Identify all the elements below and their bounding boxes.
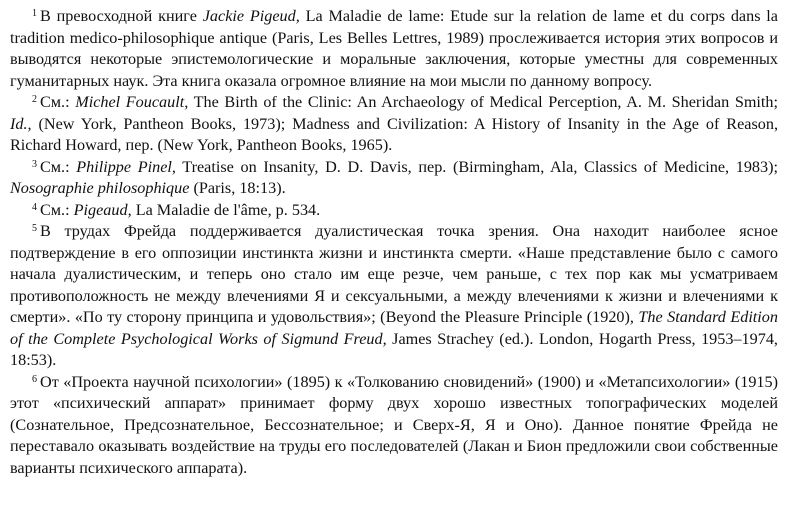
- footnote-number: 1: [32, 8, 37, 19]
- footnote-text: The Birth of the Clinic: An Archaeology of Medical Perception, A. M. Sheridan Smith;: [188, 93, 778, 111]
- footnote-text: См.:: [40, 200, 74, 219]
- footnote-2: [10, 92, 778, 157]
- footnote-text: В трудах Фрейда поддерживается дуалистическая точка зрения. Она находит наиболее ясное подтверждение в его оппозиции инстинкта жизни и инстинкта смерти. «Наше представление было с самого начала дуалистическим, и теперь оно стало им еще резче, чем раньше, с тех пор как мы усматриваем противоположность не между влечениями Я и сексуальными, а между влечениями к жизни и влечениями к смерти». «По ту сторону принципа и удовольствия»; (Beyond the Pleasure Principle (1920),: [10, 222, 778, 326]
- footnote-text: La Maladie de lame: Etude sur la relation de lame et du corps dans la tradition medico-philosophique antique (Paris, Les Belles Lettres, 1989) прослеживается история этих вопросов и выводятся некоторые эпистемологические и моральные заключения, которые уместны для современных гуманитарных наук. Эта книга оказала огромное влияние на мои мысли по данному вопросу.: [10, 7, 778, 90]
- footnote-1: [10, 6, 778, 92]
- footnote-text: James Strachey (ed.). London, Hogarth Press, 1953–1974, 18:53).: [10, 329, 778, 369]
- footnote-number: 2: [32, 94, 37, 105]
- footnote-text: La Maladie de l'âme, p. 534.: [131, 200, 321, 219]
- footnote-italic-text: Michel Foucault,: [75, 93, 189, 111]
- footnote-3: [10, 157, 778, 200]
- footnote-number: 5: [32, 223, 37, 234]
- footnote-italic-text: Jackie Pigeud,: [202, 7, 300, 25]
- footnote-italic-text: Pigeaud,: [73, 200, 132, 219]
- footnote-text: Treatise on Insanity, D. D. Davis, пер. (Birmingham, Ala, Classics of Medicine, 1983);: [175, 157, 778, 176]
- footnote-italic-text: The Standard Edition of the Complete Psychological Works of Sigmund Freud,: [10, 308, 778, 348]
- footnote-6: [10, 372, 778, 480]
- footnote-italic-text: Philippe Pinel,: [76, 157, 176, 176]
- footnote-italic-text: Nosographie philosophique: [10, 179, 190, 197]
- footnote-text: В превосходной книге: [40, 7, 203, 25]
- footnote-number: 3: [32, 158, 37, 170]
- footnote-text: (New York, Pantheon Books, 1973); Madness and Civilization: A History of Insanity in the Age of Reason, Richard Howard, пер. (New York, Pantheon Books, 1965).: [10, 114, 778, 154]
- footnote-text: От «Проекта научной психологии» (1895) к «Толкованию сновидений» (1900) и «Метапсихологии» (1915) этот «психический аппарат» принимает форму двух хорошо известных топографических моделей (Сознательное, Предсознательное, Бессознательное; и Сверх-Я, Я и Оно). Данное понятие Фрейда не переставало оказывать воздействие на труды его последователей (Лакан и Бион предложили свои собственные варианты психического аппарата).: [10, 372, 778, 477]
- footnote-italic-text: Id.,: [10, 114, 32, 133]
- footnote-text: См.:: [40, 93, 76, 111]
- footnote-text: См.:: [40, 157, 77, 176]
- footnote-5: [10, 221, 778, 372]
- footnote-number: 6: [32, 373, 37, 385]
- footnote-text: (Paris, 18:13).: [189, 179, 286, 197]
- footnote-4: [10, 200, 778, 222]
- footnote-number: 4: [32, 201, 37, 213]
